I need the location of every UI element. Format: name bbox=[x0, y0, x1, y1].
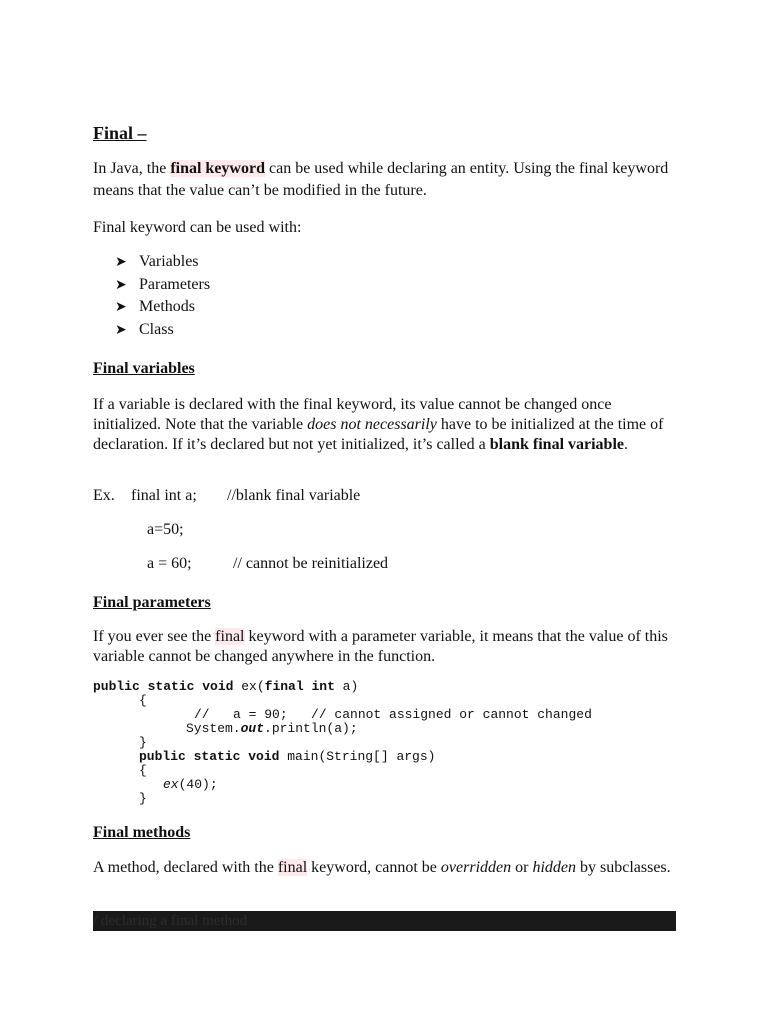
list-item: ➤ Class bbox=[115, 319, 210, 342]
methods-paragraph: A method, declared with the final keyword, cannot be overridden or hidden by subclasses. bbox=[93, 859, 671, 876]
section-title-methods: Final methods bbox=[93, 824, 191, 841]
example-line-2: a=50; bbox=[147, 521, 184, 538]
arrow-bullet-icon: ➤ bbox=[115, 276, 127, 293]
code-line: // a = 90; // cannot assigned or cannot changed bbox=[194, 707, 592, 722]
code-line: ex(40); bbox=[163, 777, 218, 792]
example-line-3: a = 60; bbox=[147, 555, 192, 572]
code-line: } bbox=[139, 735, 147, 750]
arrow-bullet-icon: ➤ bbox=[115, 299, 127, 315]
code-line: } bbox=[139, 791, 147, 806]
used-with-label: Final keyword can be used with: bbox=[93, 219, 302, 236]
arrow-bullet-icon: ➤ bbox=[115, 321, 127, 338]
parameters-paragraph: If you ever see the final keyword with a parameter variable, it means that the value of this variable cannot be changed anywhere in the function. bbox=[93, 628, 668, 665]
code-line: System.out.println(a); bbox=[186, 721, 358, 736]
example-label: Ex. bbox=[93, 487, 115, 504]
intro-paragraph: In Java, the final keyword can be used while declaring an entity. Using the final keyword means that the value can’t be modified in the future. bbox=[93, 160, 669, 199]
dark-code-bar: / declaring a final method bbox=[93, 911, 676, 931]
arrow-bullet-icon: ➤ bbox=[115, 254, 127, 270]
code-line: public static void main(String[] args) bbox=[139, 749, 436, 764]
bullet-list bbox=[115, 251, 210, 341]
page-title: Final – bbox=[93, 123, 147, 143]
example-comment: //blank final variable bbox=[227, 487, 361, 504]
section-title-variables: Final variables bbox=[93, 360, 195, 377]
example-line-3-comment: // cannot be reinitialized bbox=[233, 555, 389, 572]
code-line: { bbox=[139, 763, 147, 778]
example-code: final int a; bbox=[131, 487, 197, 504]
final-keyword-bold: final keyword bbox=[170, 160, 265, 177]
section-title-parameters: Final parameters bbox=[93, 594, 211, 611]
list-item: ➤ Parameters bbox=[115, 274, 210, 297]
list-item: ➤ Methods bbox=[115, 296, 210, 319]
code-line: public static void ex(final int a) bbox=[93, 679, 359, 694]
list-item: ➤ Variables bbox=[115, 251, 210, 274]
variables-paragraph: If a variable is declared with the final keyword, its value cannot be changed once initialized. Note that the variable does not necessarily have to be initialized at the time of declaration. If it’s declared but not yet initialized, it’s called a blank final variable. bbox=[93, 396, 664, 453]
code-line: { bbox=[139, 693, 147, 708]
